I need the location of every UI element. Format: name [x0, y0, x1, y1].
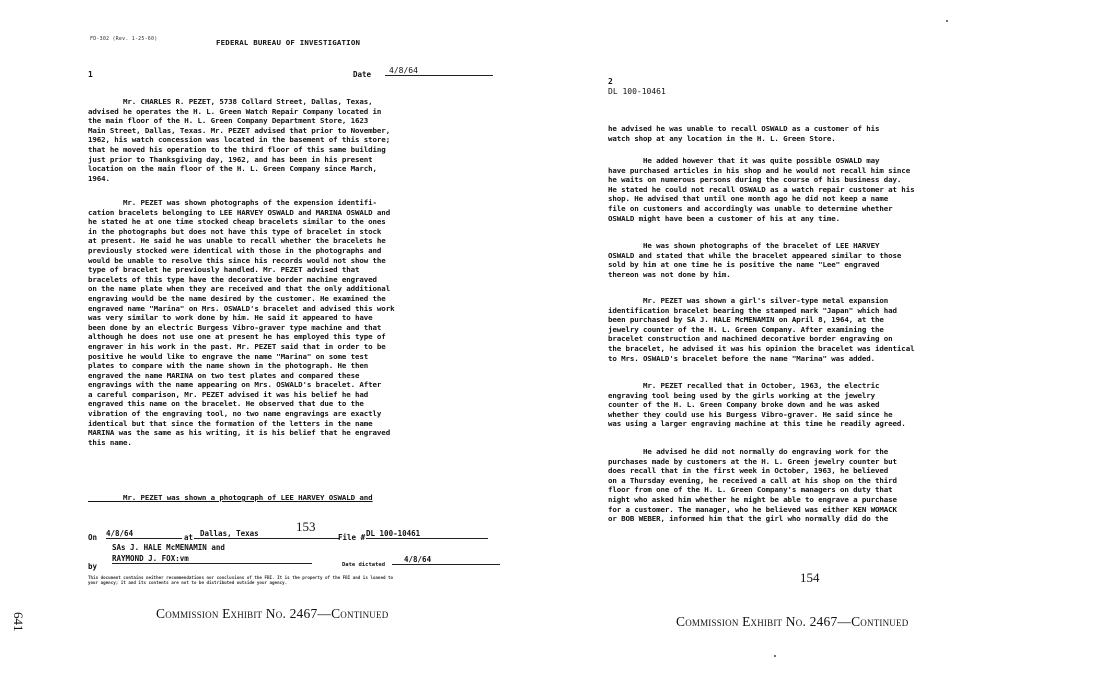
footer-place: Dallas, Texas: [194, 529, 340, 539]
left-document-page: [60, 0, 520, 691]
page-number: 2: [608, 77, 613, 86]
date-label: Date: [353, 70, 372, 79]
volume-page-number: 641: [11, 612, 26, 632]
caption-text: Commission Exhibit No. 2467—Continued: [676, 614, 909, 629]
disclaimer-line: your agency; it and its contents are not to be distributed outside your agency.: [88, 580, 288, 585]
scan-speck: [946, 20, 948, 22]
right-document-page: [598, 0, 998, 691]
paragraph: Mr. PEZET was shown a girl's silver-type metal expansion identification bracelet bearing the stamped mark "Japan" which had been purchased by SA J. HALE McMENAMIN on April 8, 1964, at the jewelry counter of the H. L. Green Company. After examining the bracelet construction and machined decorative border engraving on the bracelet, he advised it was his opinion the bracelet was identical to Mrs. OSWALD's bracelet before the name "Marina" was added.: [608, 296, 915, 363]
agency-header: FEDERAL BUREAU OF INVESTIGATION: [216, 38, 361, 47]
exhibit-page-number: 153: [296, 519, 316, 534]
file-number: DL 100-10461: [608, 87, 666, 96]
footer-on-label: On: [88, 533, 98, 542]
paragraph: He was shown photographs of the bracelet of LEE HARVEY OSWALD and stated that while the bracelet appeared similar to those sold by him at one time he is positive the name "Lee" engraved thereon was not done by him.: [608, 241, 902, 279]
footer-file-number: DL 100-10461: [366, 529, 488, 539]
caption-text: Commission Exhibit No. 2467—Continued: [156, 606, 389, 621]
scan-speck: [774, 655, 776, 657]
paragraph: Mr. CHARLES R. PEZET, 5738 Collard Street, Dallas, Texas, advised he operates the H. L. Green Watch Repair Company located in the main floor of the H. L. Green Company Department Store, 1623 Main Street, Dallas, Texas. Mr. PEZET advised that prior to November, 1962, his watch concession was located in the basement of this store; that he moved his operation to the third floor of this same building just prior to Thanksgiving day, 1962, and has been in his present location on the main floor of the H. L. Green Company since March, 1964.: [88, 97, 391, 183]
footer-dictated-label: Date dictated: [342, 562, 386, 568]
date-value: 4/8/64: [385, 66, 493, 76]
footer-agents-line2: RAYMOND J. FOX:vm: [112, 554, 312, 564]
paragraph: He advised he did not normally do engraving work for the purchases made by customers at the H. L. Green jewelry counter but does recall that in the first week in October, 1963, he believed on a Thursday evening, he received a call at his shop on the third floor from one of the H. L. Green Company's managers on duty that night who asked him whether he might be able to engrave a purchase for a customer. The manager, who he believed was either KEN WOMACK or BOB WEBER, informed him that the girl who normally did do the: [608, 447, 897, 524]
paragraph: Mr. PEZET was shown photographs of the expension identifi- cation bracelets belonging to LEE HARVEY OSWALD and MARINA OSWALD and he stated he at one time stocked cheap bracelets similar to the ones in the photographs but does not have this type of bracelet in stock at present. He said he was unable to recall whether the bracelets he previously stocked were identical with those in the photographs and would be unable to resolve this since his records would not show the type of bracelet he previously handled. Mr. PEZET advised that bracelets of this type have the decorative border machine engraved on the name plate when they are received and that the only additional engraving would be the name desired by the customer. He examined the engraved name "Marina" on Mrs. OSWALD's bracelet and advised this work was very similar to work done by him. He said it appeared to have been done by an electric Burgess Vibro-graver type machine and that although he does not use one at present he has employed this type of engraver in his work in the past. Mr. PEZET said that in order to be positive he would like to engrave the name "Marina" on some test plates to compare with the name shown in the photograph. He then engraved the name MARINA on two test plates and compared these engravings with the name appearing on Mrs. OSWALD's bracelet. After a careful comparison, Mr. PEZET advised it was his belief he had engraved this name on the bracelet. He observed that due to the vibration of the engraving tool, no two name engravings are exactly identical but that since the formation of the letters in the name MARINA was the same as his writing, it is his belief that he engraved this name.: [88, 198, 395, 447]
footer-dictated-date: 4/8/64: [392, 555, 500, 565]
paragraph: Mr. PEZET recalled that in October, 1963, the electric engraving tool being used by the girls working at the jewelry counter of the H. L. Green Company broke down and he was asked whether they could use his Burgess Vibro-graver. He said since he was using a larger engraving machine at this time he readily agreed.: [608, 381, 906, 429]
disclaimer-line: This document contains neither recommendations nor conclusions of the FBI. It is the property of the FBI and is loaned to: [88, 575, 394, 580]
exhibit-page-number: 154: [800, 570, 820, 585]
paragraph-continued: Mr. PEZET was shown a photograph of LEE HARVEY OSWALD and: [88, 493, 373, 502]
footer-file-label: File #: [338, 533, 366, 542]
footer-on-date: 4/8/64: [106, 529, 182, 539]
exhibit-caption: [676, 614, 908, 630]
paragraph: He added however that it was quite possible OSWALD may have purchased articles in his shop and he would not recall him since he waits on numerous persons during the course of his business day. He stated he could not recall OSWALD as a watch repair customer at his shop. He advised that until one month ago he did not keep a name file on customers and accordingly was unable to determine whether OSWALD might have been a customer of his at any time.: [608, 156, 915, 223]
footer-by-label: by: [88, 562, 98, 571]
paragraph: he advised he was unable to recall OSWALD as a customer of his watch shop at any location in the H. L. Green Store.: [608, 124, 880, 143]
footer-at-label: at: [184, 533, 194, 542]
footer-agents-line1: SAs J. HALE McMENAMIN and: [112, 543, 225, 552]
page-number: 1: [88, 70, 93, 79]
form-number: FD-302 (Rev. 1-25-60): [90, 36, 158, 42]
exhibit-caption: [156, 606, 388, 622]
